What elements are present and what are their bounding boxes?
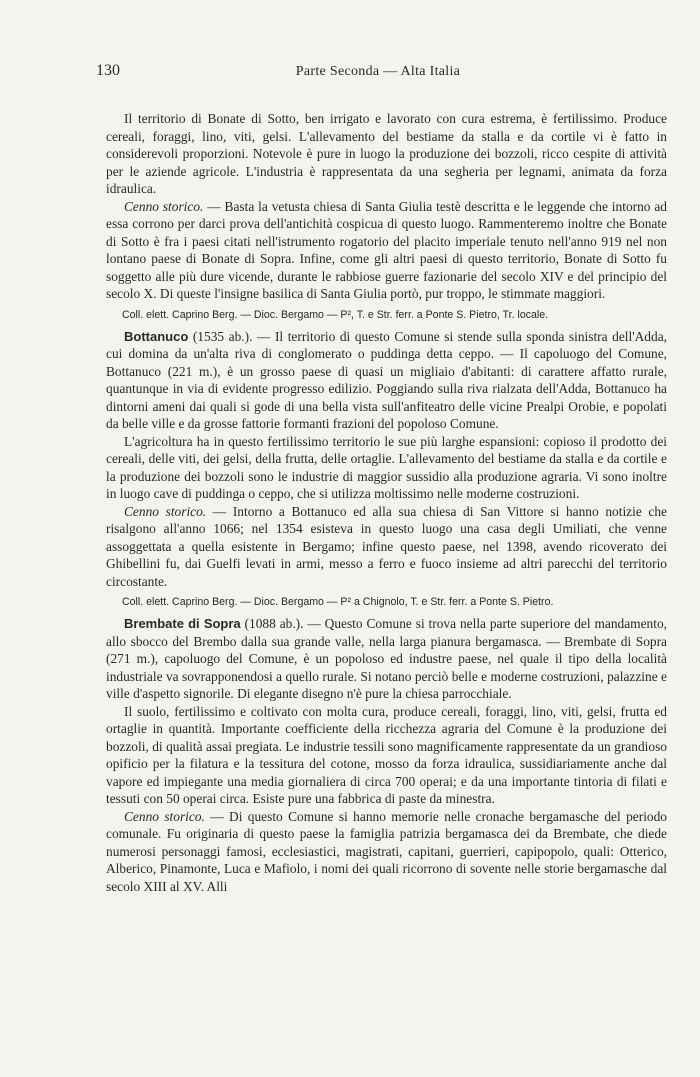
bottanuco-agriculture: L'agricoltura ha in questo fertilissimo territorio le sue più larghe espansioni: copioso il prodotto dei cereali, delle viti, dei gelsi, della frutta, delle ortaglie. L'allevamento del bestiame da stalla e da cortile e la produzione dei bozzoli sono le industrie di maggior sussidio alla produzione agraria. Vi sono inoltre in luogo cave di puddinga o ceppo, che si utilizza moltissimo nelle moderne costruzioni. (106, 433, 667, 501)
entry-text: (1088 ab.). — Questo Comune si trova nella parte superiore del mandamento, allo sbocco del Brembo dalla sua grande valle, nella larga pianura bergamasca. — Brembate di Sopra (271 m.), capoluogo del Comune, è un popoloso ed industre paese, nel quale il tipo della località industriale va sovrapponendosi a quello rurale. Si notano perciò belle e moderne costruzioni, palazzine e ville d'aspetto signorile. Di elegante disegno n'è pure la chiesa parrocchiale. (106, 616, 667, 701)
history-text: — Di questo Comune si hanno memorie nelle cronache bergamasche del periodo comunale. Fu originaria di questo paese la famiglia patrizia bergamasca dei da Brembate, che diede numerosi personaggi famosi, ecclesiastici, magistrati, capitani, guerrieri, capipopolo, quali: Otterico, Alberico, Pinamonte, Luca e Mafiolo, i nomi dei quali ricorrono di sovente nelle storie bergamasche dal secolo XIII al XV. Alli (106, 808, 667, 894)
brembate-history (106, 808, 667, 896)
entry-name: Brembate di Sopra (124, 616, 241, 631)
history-label: Cenno storico. (124, 503, 207, 519)
bottanuco-history (106, 503, 667, 591)
history-text: — Intorno a Bottanuco ed alla sua chiesa di San Vittore si hanno notizie che risalgono all'anno 1066; nel 1354 esisteva in questo luogo una casa degli Umiliati, che venne assoggettata a quella esistente in Bergamo; infine questo paese, nel 1398, avendo ricoverato dei Ghibellini fu, dai Guelfi levati in armi, messo a ferro e fuoco insieme ad altri parecchi del territorio circostante. (106, 503, 667, 589)
brembate-entry (106, 615, 667, 703)
history-text: — Basta la vetusta chiesa di Santa Giulia testè descritta e le leggende che intorno ad essa corrono per darci prova dell'antichità cospicua di questo luogo. Rammenteremo inoltre che Bonate di Sotto è fra i paesi citati nell'istrumento rogatorio del placito imperiale tenuto nell'anno 919 nel non lontano paese di Bonate di Sopra. Infine, come gli altri paesi di questo territorio, Bonate di Sotto fu soggetto alle più dure vicende, durante le rabbiose guerre fazionarie del secolo XIV e del principio del secolo X. Di queste l'insigne basilica di Santa Giulia portò, pur troppo, le stimmate maggiori. (106, 198, 668, 301)
entry-name: Bottanuco (124, 328, 189, 344)
page-header (96, 62, 660, 80)
bonate-footer: Coll. elett. Caprino Berg. — Dioc. Bergamo — P², T. e Str. ferr. a Ponte S. Pietro, Tr. locale. (122, 308, 549, 321)
bottanuco-footer: Coll. elett. Caprino Berg. — Dioc. Bergamo — P² a Chignolo, T. e Str. ferr. a Ponte S. Pietro. (122, 596, 554, 608)
page-number: 130 (96, 62, 120, 79)
entry-text: (1535 ab.). — Il territorio di questo Comune si stende sulla sponda sinistra dell'Adda, cui domina da un'alta riva di conglomerato o puddinga detta ceppo. — Il capoluogo del Comune, Bottanuco (221 m.), è un grosso paese di quasi un migliaio d'abitanti: di carattere affatto rurale, quantunque in via di evidente progresso edilizio. Poggiando sulla riva rialzata dell'Adda, Bottanuco ha dintorni ameni dai quali si gode di una bella vista sull'anfiteatro delle vicine Prealpi Orobie, e popolati da belle ville e da grosse fattorie formanti frazioni del popoloso Comune. (106, 328, 667, 431)
history-label: Cenno storico. (124, 808, 205, 824)
history-label: Cenno storico. (124, 198, 204, 214)
running-title: Parte Seconda — Alta Italia (295, 64, 461, 79)
bonate-history (106, 198, 667, 303)
bonate-description: Il territorio di Bonate di Sotto, ben irrigato e lavorato con cura estrema, è fertilissimo. Produce cereali, foraggi, lino, viti, gelsi. L'allevamento del bestiame da stalla e da cortile vi è fatto in considerevoli proporzioni. Notevole è pure in luogo la produzione dei bozzoli, ricco cespite di attività per le aziende agricole. L'industria è rappresentata da una segheria per legnami, animata da forza idraulica. (106, 111, 667, 196)
page-body (106, 110, 667, 895)
bottanuco-entry (106, 328, 667, 433)
brembate-agriculture: Il suolo, fertilissimo e coltivato con molta cura, produce cereali, foraggi, lino, viti, gelsi, frutta ed ortaglie in quantità. Importante coefficiente della ricchezza agraria del Comune è la produzione dei bozzoli, di qualità assai pregiata. Le industrie tessili sono magnificamente rappresentate da un grandioso opificio per la filatura e la tessitura del cotone, mosso da forza idraulica, sussidiariamente anche dal vapore ed impiegante una media giornaliera di circa 700 operai; e da una importante tintoria di filati e tessuti con 50 operai circa. Esiste pure una fabbrica di paste da minestra. (106, 703, 667, 806)
